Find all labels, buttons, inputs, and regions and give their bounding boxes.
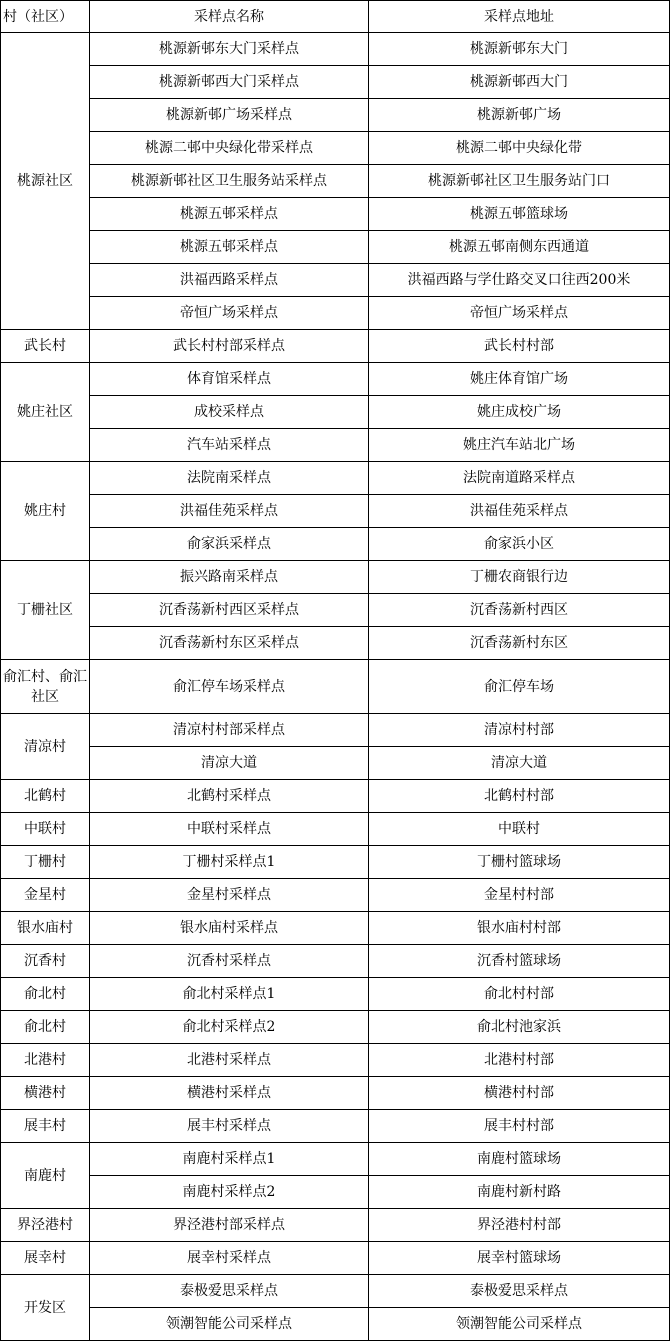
table-row (1, 132, 670, 165)
table-row (1, 462, 670, 495)
site-name-cell: 北鹤村采样点 (90, 780, 369, 813)
site-address-cell: 姚庄成校广场 (369, 396, 670, 429)
site-name-cell: 南鹿村采样点1 (90, 1143, 369, 1176)
table-row (1, 813, 670, 846)
table-row (1, 198, 670, 231)
site-address-cell: 清凉大道 (369, 747, 670, 780)
table-row (1, 495, 670, 528)
village-cell: 俞汇村、俞汇社区 (1, 660, 90, 714)
table-row (1, 660, 670, 714)
village-cell: 界泾港村 (1, 1209, 90, 1242)
table-row (1, 1275, 670, 1308)
table-row (1, 99, 670, 132)
table-row (1, 1176, 670, 1209)
site-name-cell: 成校采样点 (90, 396, 369, 429)
site-address-cell: 桃源新邨社区卫生服务站门口 (369, 165, 670, 198)
village-cell: 南鹿村 (1, 1143, 90, 1209)
village-cell: 展丰村 (1, 1110, 90, 1143)
table-row (1, 594, 670, 627)
site-address-cell: 沉香荡新村西区 (369, 594, 670, 627)
site-address-cell: 姚庄体育馆广场 (369, 363, 670, 396)
table-header-row (1, 1, 670, 33)
site-name-cell: 洪福西路采样点 (90, 264, 369, 297)
site-address-cell: 界泾港村村部 (369, 1209, 670, 1242)
site-name-cell: 振兴路南采样点 (90, 561, 369, 594)
table-row (1, 1044, 670, 1077)
site-name-cell: 桃源五邨采样点 (90, 198, 369, 231)
site-address-cell: 桃源五邨篮球场 (369, 198, 670, 231)
site-name-cell: 俞家浜采样点 (90, 528, 369, 561)
site-address-cell: 俞家浜小区 (369, 528, 670, 561)
site-address-cell: 南鹿村篮球场 (369, 1143, 670, 1176)
table-row (1, 747, 670, 780)
site-address-cell: 俞汇停车场 (369, 660, 670, 714)
table-row (1, 363, 670, 396)
site-address-cell: 沉香荡新村东区 (369, 627, 670, 660)
table-row (1, 912, 670, 945)
site-name-cell: 汽车站采样点 (90, 429, 369, 462)
site-address-cell: 北港村村部 (369, 1044, 670, 1077)
table-body (1, 1, 670, 1341)
table-row (1, 1011, 670, 1044)
table-row (1, 33, 670, 66)
site-name-cell: 俞北村采样点1 (90, 978, 369, 1011)
site-address-cell: 领潮智能公司采样点 (369, 1308, 670, 1341)
table-row (1, 1143, 670, 1176)
village-cell: 银水庙村 (1, 912, 90, 945)
table-row (1, 1242, 670, 1275)
table-row (1, 1110, 670, 1143)
site-address-cell: 俞北村村部 (369, 978, 670, 1011)
site-address-cell: 银水庙村村部 (369, 912, 670, 945)
site-name-cell: 帝恒广场采样点 (90, 297, 369, 330)
header-site-name: 采样点名称 (90, 1, 369, 33)
site-address-cell: 桃源新邨东大门 (369, 33, 670, 66)
table-row (1, 297, 670, 330)
village-cell: 丁栅村 (1, 846, 90, 879)
table-row (1, 846, 670, 879)
table-row (1, 66, 670, 99)
site-address-cell: 丁栅村篮球场 (369, 846, 670, 879)
village-cell: 沉香村 (1, 945, 90, 978)
site-name-cell: 法院南采样点 (90, 462, 369, 495)
site-name-cell: 泰极爱思采样点 (90, 1275, 369, 1308)
village-cell: 姚庄村 (1, 462, 90, 561)
site-name-cell: 界泾港村部采样点 (90, 1209, 369, 1242)
site-address-cell: 中联村 (369, 813, 670, 846)
header-village: 村（社区） (1, 1, 90, 33)
village-cell: 姚庄社区 (1, 363, 90, 462)
table-row (1, 879, 670, 912)
site-address-cell: 武长村村部 (369, 330, 670, 363)
site-name-cell: 清凉大道 (90, 747, 369, 780)
site-address-cell: 展幸村篮球场 (369, 1242, 670, 1275)
table-row (1, 165, 670, 198)
site-name-cell: 横港村采样点 (90, 1077, 369, 1110)
table-row (1, 1209, 670, 1242)
village-cell: 北鹤村 (1, 780, 90, 813)
site-name-cell: 中联村采样点 (90, 813, 369, 846)
site-name-cell: 洪福佳苑采样点 (90, 495, 369, 528)
site-name-cell: 武长村村部采样点 (90, 330, 369, 363)
table-row (1, 780, 670, 813)
village-cell: 横港村 (1, 1077, 90, 1110)
table-row (1, 627, 670, 660)
site-name-cell: 北港村采样点 (90, 1044, 369, 1077)
site-name-cell: 体育馆采样点 (90, 363, 369, 396)
header-site-address: 采样点地址 (369, 1, 670, 33)
site-address-cell: 沉香村篮球场 (369, 945, 670, 978)
site-address-cell: 桃源新邨广场 (369, 99, 670, 132)
site-address-cell: 洪福西路与学仕路交叉口往西200米 (369, 264, 670, 297)
site-name-cell: 桃源新邨东大门采样点 (90, 33, 369, 66)
site-address-cell: 桃源二邨中央绿化带 (369, 132, 670, 165)
table-row (1, 429, 670, 462)
site-address-cell: 俞北村池家浜 (369, 1011, 670, 1044)
site-name-cell: 丁栅村采样点1 (90, 846, 369, 879)
site-name-cell: 领潮智能公司采样点 (90, 1308, 369, 1341)
site-name-cell: 清凉村村部采样点 (90, 714, 369, 747)
table-row (1, 561, 670, 594)
site-name-cell: 银水庙村采样点 (90, 912, 369, 945)
site-name-cell: 沉香荡新村东区采样点 (90, 627, 369, 660)
site-address-cell: 清凉村村部 (369, 714, 670, 747)
site-name-cell: 展丰村采样点 (90, 1110, 369, 1143)
site-name-cell: 沉香荡新村西区采样点 (90, 594, 369, 627)
site-address-cell: 桃源五邨南侧东西通道 (369, 231, 670, 264)
table-row (1, 714, 670, 747)
site-address-cell: 横港村村部 (369, 1077, 670, 1110)
village-cell: 俞北村 (1, 1011, 90, 1044)
site-address-cell: 展丰村村部 (369, 1110, 670, 1143)
village-cell: 金星村 (1, 879, 90, 912)
site-address-cell: 姚庄汽车站北广场 (369, 429, 670, 462)
village-cell: 武长村 (1, 330, 90, 363)
site-name-cell: 桃源新邨西大门采样点 (90, 66, 369, 99)
site-address-cell: 南鹿村新村路 (369, 1176, 670, 1209)
site-address-cell: 桃源新邨西大门 (369, 66, 670, 99)
table-row (1, 330, 670, 363)
site-name-cell: 俞汇停车场采样点 (90, 660, 369, 714)
site-name-cell: 沉香村采样点 (90, 945, 369, 978)
site-name-cell: 桃源新邨广场采样点 (90, 99, 369, 132)
village-cell: 中联村 (1, 813, 90, 846)
table-row (1, 231, 670, 264)
table-row (1, 264, 670, 297)
site-name-cell: 俞北村采样点2 (90, 1011, 369, 1044)
site-name-cell: 桃源二邨中央绿化带采样点 (90, 132, 369, 165)
village-cell: 展幸村 (1, 1242, 90, 1275)
village-cell: 桃源社区 (1, 33, 90, 330)
site-name-cell: 桃源五邨采样点 (90, 231, 369, 264)
site-address-cell: 北鹤村村部 (369, 780, 670, 813)
site-address-cell: 金星村村部 (369, 879, 670, 912)
table-row (1, 1077, 670, 1110)
village-cell: 丁栅社区 (1, 561, 90, 660)
table-row (1, 396, 670, 429)
site-address-cell: 丁栅农商银行边 (369, 561, 670, 594)
village-cell: 北港村 (1, 1044, 90, 1077)
table-row (1, 528, 670, 561)
table-row (1, 945, 670, 978)
site-name-cell: 金星村采样点 (90, 879, 369, 912)
village-cell: 开发区 (1, 1275, 90, 1341)
site-address-cell: 泰极爱思采样点 (369, 1275, 670, 1308)
village-cell: 清凉村 (1, 714, 90, 780)
site-name-cell: 桃源新邨社区卫生服务站采样点 (90, 165, 369, 198)
site-address-cell: 洪福佳苑采样点 (369, 495, 670, 528)
site-address-cell: 法院南道路采样点 (369, 462, 670, 495)
site-name-cell: 南鹿村采样点2 (90, 1176, 369, 1209)
site-name-cell: 展幸村采样点 (90, 1242, 369, 1275)
table-row (1, 978, 670, 1011)
site-address-cell: 帝恒广场采样点 (369, 297, 670, 330)
village-cell: 俞北村 (1, 978, 90, 1011)
table-row (1, 1308, 670, 1341)
